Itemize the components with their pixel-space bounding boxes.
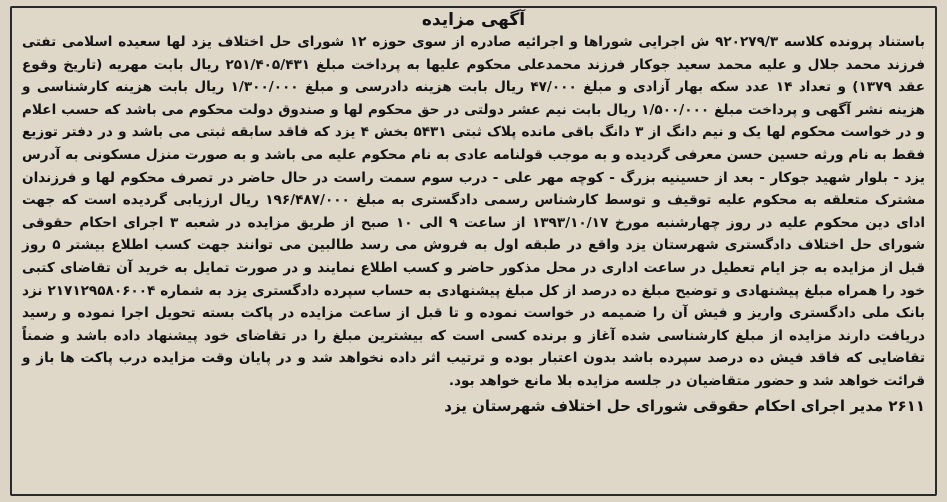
notice-title: آگهی مزایده xyxy=(421,10,526,30)
notice-signature: ۲۶۱۱ مدیر اجرای احکام حقوقی شورای حل اختلاف شهرستان یزد xyxy=(444,396,925,415)
auction-notice-box xyxy=(10,6,937,496)
notice-body: باستناد پرونده کلاسه ۹۲۰۲۷۹/۳ ش اجرایی شوراها و اجرائیه صادره از سوی حوزه ۱۲ شورای حل اختلاف یزد لها سعیده اسلامی تفتی فرزند محمد جلال و علیه محمد سعید جوکار فرزند محمدعلی محکوم علیها به پرداخت مبلغ ۲۵۱/۴۰۵/۴۳۱ ریال بابت مهریه (تاریخ وقوع عقد ۱۳۷۹) و تعداد ۱۴ عدد سکه بهار آزادی و مبلغ ۴۷/۰۰۰ ریال بابت هزینه دادرسی و مبلغ ۱/۳۰۰/۰۰۰ ریال بابت هزینه کارشناسی و هزینه نشر آگهی و پرداخت مبلغ ۱/۵۰۰/۰۰۰ ریال بابت نیم عشر دولتی در حق محکوم لها و صندوق دولت محکوم می باشد که حسب اعلام و در خواست محکوم لها یک و نیم دانگ از ۳ دانگ باقی مانده پلاک ثبتی ۵۴۳۱ بخش ۴ یزد که فاقد سابقه ثبتی می باشد و در دفتر توزیع فقط به نام ورثه حسین حسن معرفی گردیده و به موجب قولنامه عادی به نام محکوم علیه می باشد و به صورت منزل مسکونی به آدرس یزد - بلوار شهید جوکار - بعد از حسینیه بزرگ - کوچه مهر علی - درب سوم سمت راست در حال حاضر در تصرف محکوم لها و فرزندان مشترک متعلقه به محکوم علیه توقیف و توسط کارشناس رسمی دادگستری به مبلغ ۱۹۶/۴۸۷/۰۰۰ ریال ارزیابی گردیده است که جهت ادای دین محکوم علیه در روز چهارشنبه مورخ ۱۳۹۳/۱۰/۱۷ از ساعت ۹ الی ۱۰ صبح از طریق مزایده در شعبه ۳ اجرای احکام حقوقی شورای حل اختلاف دادگستری شهرستان یزد واقع در طبقه اول به فروش می رسد طالبین می توانند جهت کسب اطلاع بیشتر ۵ روز قبل از مزایده به جز ایام تعطیل در ساعت اداری در محل مذکور حاضر و کسب اطلاع نمایند و در صورت تمایل به خرید آن تقاضای کتبی خود را همراه مبلغ پیشنهادی و توضیح مبلغ ده درصد از کل مبلغ پیشنهادی به حساب سپرده دادگستری یزد به شماره ۲۱۷۱۲۹۵۸۰۶۰۰۴ نزد بانک ملی دادگستری واریز و فیش آن را ضمیمه در خواست نموده و تا قبل از ساعت مزایده در پاکت بسته تحویل اجرا نموده و رسید دریافت دارند مزایده از مبلغ کارشناسی شده آغاز و برنده کسی است که بیشترین مبلغ را در تقاضای خود پیشنهاد داده باشد و ضمناً تقاضایی که فاقد فیش ده درصد سپرده باشد بدون اعتبار بوده و ترتیب اثر داده نخواهد شد و در پایان وقت مزایده درب پاکت ها باز و قرائت خواهد شد و حضور متقاضیان در جلسه مزایده بلا مانع خواهد بود. xyxy=(22,34,926,389)
